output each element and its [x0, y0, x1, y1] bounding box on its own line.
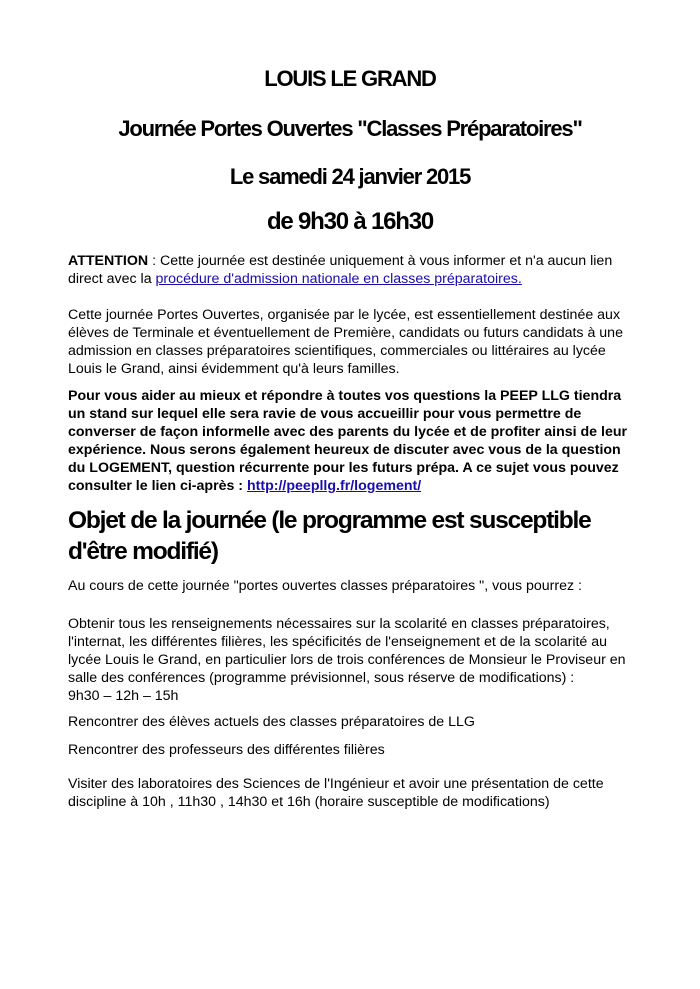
- title-hours: de 9h30 à 16h30: [266, 208, 434, 235]
- title-school: LOUIS LE GRAND: [264, 66, 436, 91]
- intro-paragraph: Cette journée Portes Ouvertes, organisée par le lycée, est essentiellement destinée aux élèves de Terminale et éventuellement de Première, candidats ou futurs candidats à une admission en classes préparatoires scientifiques, commerciales ou littéraires au lycée Louis le Grand, ainsi évidemment qu'à leurs familles.: [68, 307, 623, 377]
- peep-text: Pour vous aider au mieux et répondre à toutes vos questions la PEEP LLG tiendra un stand sur lequel elle sera ravie de vous accueillir pour vous permettre de converser de façon informelle avec des parents du lycée et de profiter ainsi de leur expérience. Nous serons également heureux de discuter avec vous de la question du LOGEMENT, question récurrente pour les futurs prépa. A ce sujet vous pouvez consulter le lien ci-après :: [68, 388, 628, 494]
- attention-text: : Cette journée est destinée uniquement à vous informer et n'a aucun lien direct avec la: [68, 253, 613, 287]
- section-intro: Au cours de cette journée "portes ouvertes classes préparatoires ", vous pourrez :: [68, 578, 582, 594]
- program-item-info-text: Obtenir tous les renseignements nécessaires sur la scolarité en classes préparatoires, l'internat, les différentes filières, les spécificités de l'enseignement et de la scolarité au lycée Louis le Grand, en particulier lors de trois conférences de Monsieur le Proviseur en salle des conférences (programme prévisionnel, sous réserve de modifications) :: [68, 616, 626, 686]
- peep-paragraph: [68, 387, 640, 495]
- attention-paragraph: [68, 252, 640, 288]
- program-item-teachers: Rencontrer des professeurs des différentes filières: [68, 742, 385, 758]
- section-heading: Objet de la journée (le programme est susceptible d'être modifié): [68, 507, 591, 565]
- logement-link[interactable]: http://peepllg.fr/logement/: [246, 478, 422, 494]
- program-item-info: [68, 615, 640, 705]
- admission-procedure-link[interactable]: procédure d'admission nationale en classes préparatoires.: [155, 271, 522, 287]
- program-item-students: Rencontrer des élèves actuels des classes préparatoires de LLG: [68, 714, 475, 730]
- title-event: Journée Portes Ouvertes "Classes Préparatoires": [118, 116, 582, 141]
- conference-times: 9h30 – 12h – 15h: [68, 688, 179, 704]
- attention-label: ATTENTION: [68, 253, 149, 269]
- program-item-labs: Visiter des laboratoires des Sciences de l'Ingénieur et avoir une présentation de cette discipline à 10h , 11h30 , 14h30 et 16h (horaire susceptible de modifications): [68, 776, 604, 810]
- title-date: Le samedi 24 janvier 2015: [229, 164, 471, 189]
